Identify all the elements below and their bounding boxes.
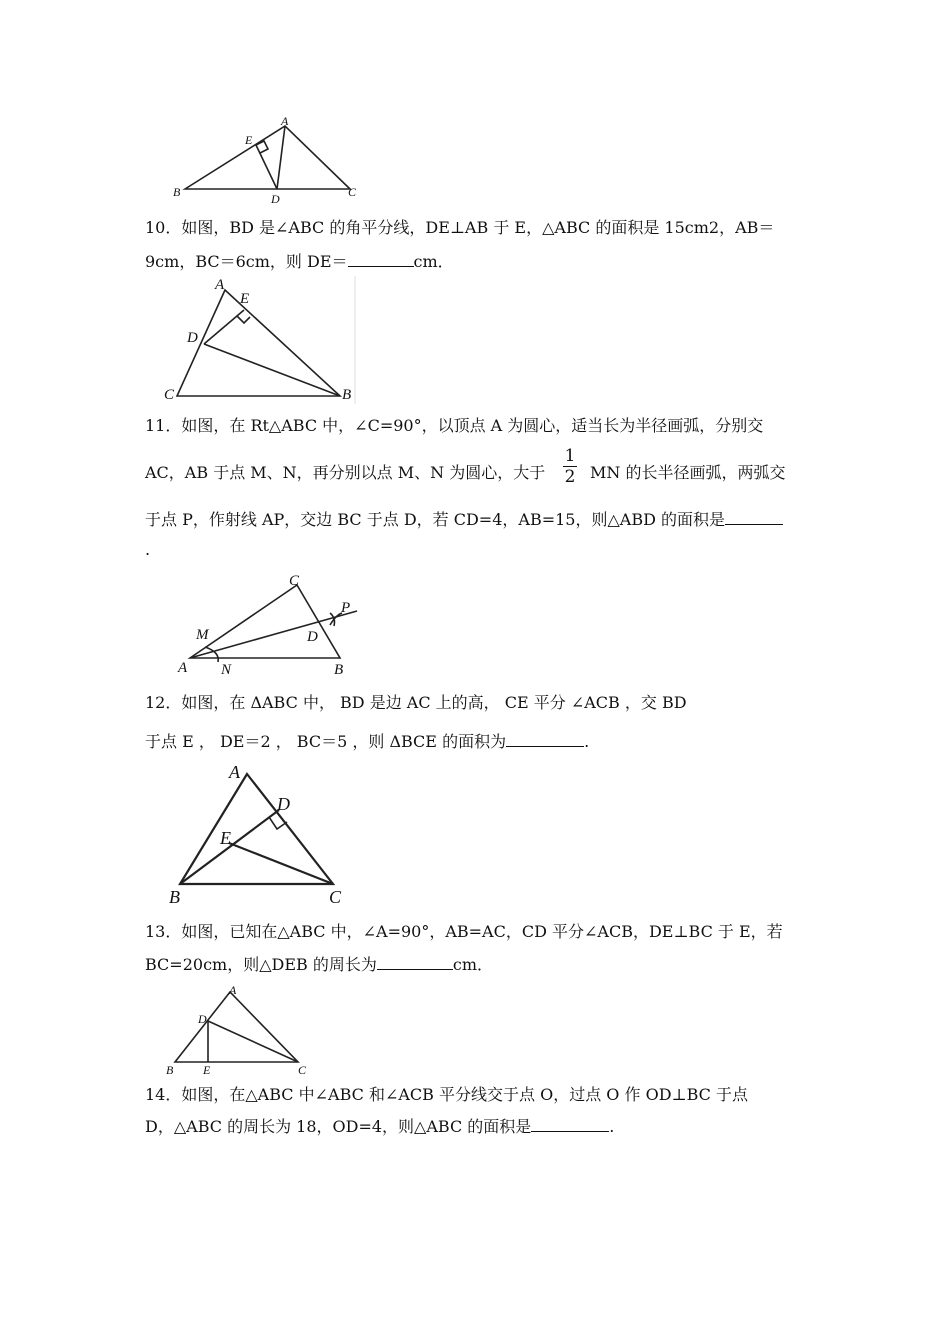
fig10-label-E: E	[240, 291, 250, 307]
q14-text-a: D，△ABC 的周长为 18，OD=4，则△ABC 的面积是	[145, 1117, 532, 1136]
q11-line-1: 11．如图，在 Rt△ABC 中，∠C=90°，以顶点 A 为圆心，适当长为半径画弧，分别交	[145, 416, 764, 435]
q13-text-b: cm．	[452, 955, 493, 974]
q13-text-a: BC=20cm，则△DEB 的周长为	[145, 955, 377, 974]
fig9-segment-DE	[256, 145, 277, 189]
figure-q11	[172, 568, 372, 680]
q11-line-4: .	[145, 540, 151, 559]
fig11-label-B: B	[334, 662, 344, 678]
q13-line-2	[145, 955, 493, 975]
fig9-label-B: B	[173, 185, 181, 199]
fig10-label-D: D	[187, 330, 198, 346]
q12-text-a: 于点 E ， DE＝2 ， BC＝5 ，则 ΔBCE 的面积为	[145, 732, 507, 751]
q11-line-3	[145, 510, 783, 530]
q11-answer-blank[interactable]	[725, 510, 783, 525]
fig12-label-C: C	[329, 887, 342, 907]
fig11-label-A: A	[178, 660, 188, 676]
fig9-triangle	[185, 126, 350, 189]
q12-text-b: .	[584, 732, 590, 751]
q14-answer-blank[interactable]	[531, 1117, 609, 1132]
fig11-label-C: C	[289, 573, 300, 589]
q10-text-b: cm．	[413, 252, 454, 271]
fig10-right-angle-mark	[237, 316, 250, 323]
fig10-label-A: A	[215, 277, 225, 293]
fig13-triangle	[175, 992, 298, 1062]
q11-text: 于点 P，作射线 AP，交边 BC 于点 D，若 CD=4，AB=15，则△ABD 的面积是	[145, 510, 725, 529]
fig9-label-A: A	[281, 114, 289, 128]
fig10-segment-BD	[204, 344, 340, 396]
fig12-label-D: D	[277, 794, 290, 814]
q10-text-a: 9cm，BC＝6cm，则 DE＝	[145, 252, 348, 271]
fig12-label-A: A	[229, 762, 240, 782]
q10-answer-blank[interactable]	[348, 252, 414, 267]
fig9-segment-AD	[277, 126, 285, 189]
figure-q13	[160, 980, 320, 1076]
fig12-label-E: E	[220, 828, 231, 848]
fig11-label-M: M	[196, 627, 209, 643]
q14-text-b: .	[609, 1117, 615, 1136]
fig9-label-E: E	[245, 133, 253, 147]
figure-q9	[165, 112, 365, 212]
q13-answer-blank[interactable]	[377, 955, 453, 970]
fig11-arc-MN	[205, 647, 218, 662]
q11-line-2a: AC，AB 于点 M、N，再分别以点 M、N 为圆心，大于	[145, 463, 546, 482]
fig10-segment-DE	[204, 310, 244, 344]
q13-line-1: 13．如图，已知在△ABC 中，∠A=90°，AB=AC，CD 平分∠ACB，DE⊥BC 于 E，若	[145, 922, 783, 941]
q10-line-2	[145, 252, 454, 272]
fig11-label-D: D	[307, 629, 318, 645]
q11-fraction	[563, 446, 577, 487]
q10-line-1: 10．如图，BD 是∠ABC 的角平分线，DE⊥AB 于 E，△ABC 的面积是 15cm2，AB＝	[145, 218, 775, 237]
q12-answer-blank[interactable]	[506, 732, 584, 747]
fig10-triangle	[177, 290, 340, 396]
q12-line-2	[145, 732, 589, 752]
fig13-label-D: D	[198, 1012, 207, 1026]
figure-q10	[158, 276, 363, 404]
fig13-label-A: A	[229, 983, 237, 997]
fig13-label-C: C	[298, 1063, 307, 1076]
q14-line-2	[145, 1117, 614, 1137]
q11-line-2b: MN 的长半径画弧，两弧交	[590, 463, 786, 482]
fig12-right-angle-mark	[269, 817, 287, 829]
q11-fraction-numerator: 1	[564, 446, 576, 466]
fig10-label-B: B	[342, 387, 352, 403]
fig9-label-C: C	[348, 185, 357, 199]
fig11-label-N: N	[221, 662, 232, 678]
q12-line-1: 12．如图，在 ΔABC 中， BD 是边 AC 上的高， CE 平分 ∠ACB ，交 BD	[145, 693, 687, 712]
q14-line-1: 14．如图，在△ABC 中∠ABC 和∠ACB 平分线交于点 O，过点 O 作 OD⊥BC 于点	[145, 1085, 748, 1104]
fig13-label-B: B	[166, 1063, 174, 1076]
fig11-ray-AP	[190, 611, 357, 658]
fig13-bisector-CD	[208, 1021, 298, 1062]
fig12-label-B: B	[169, 887, 180, 907]
q11-fraction-denominator: 2	[564, 467, 576, 487]
fig11-label-P: P	[341, 600, 351, 616]
fig9-label-D: D	[271, 192, 280, 206]
fig13-label-E: E	[203, 1063, 211, 1076]
figure-q12	[163, 760, 363, 910]
fig10-label-C: C	[164, 387, 175, 403]
